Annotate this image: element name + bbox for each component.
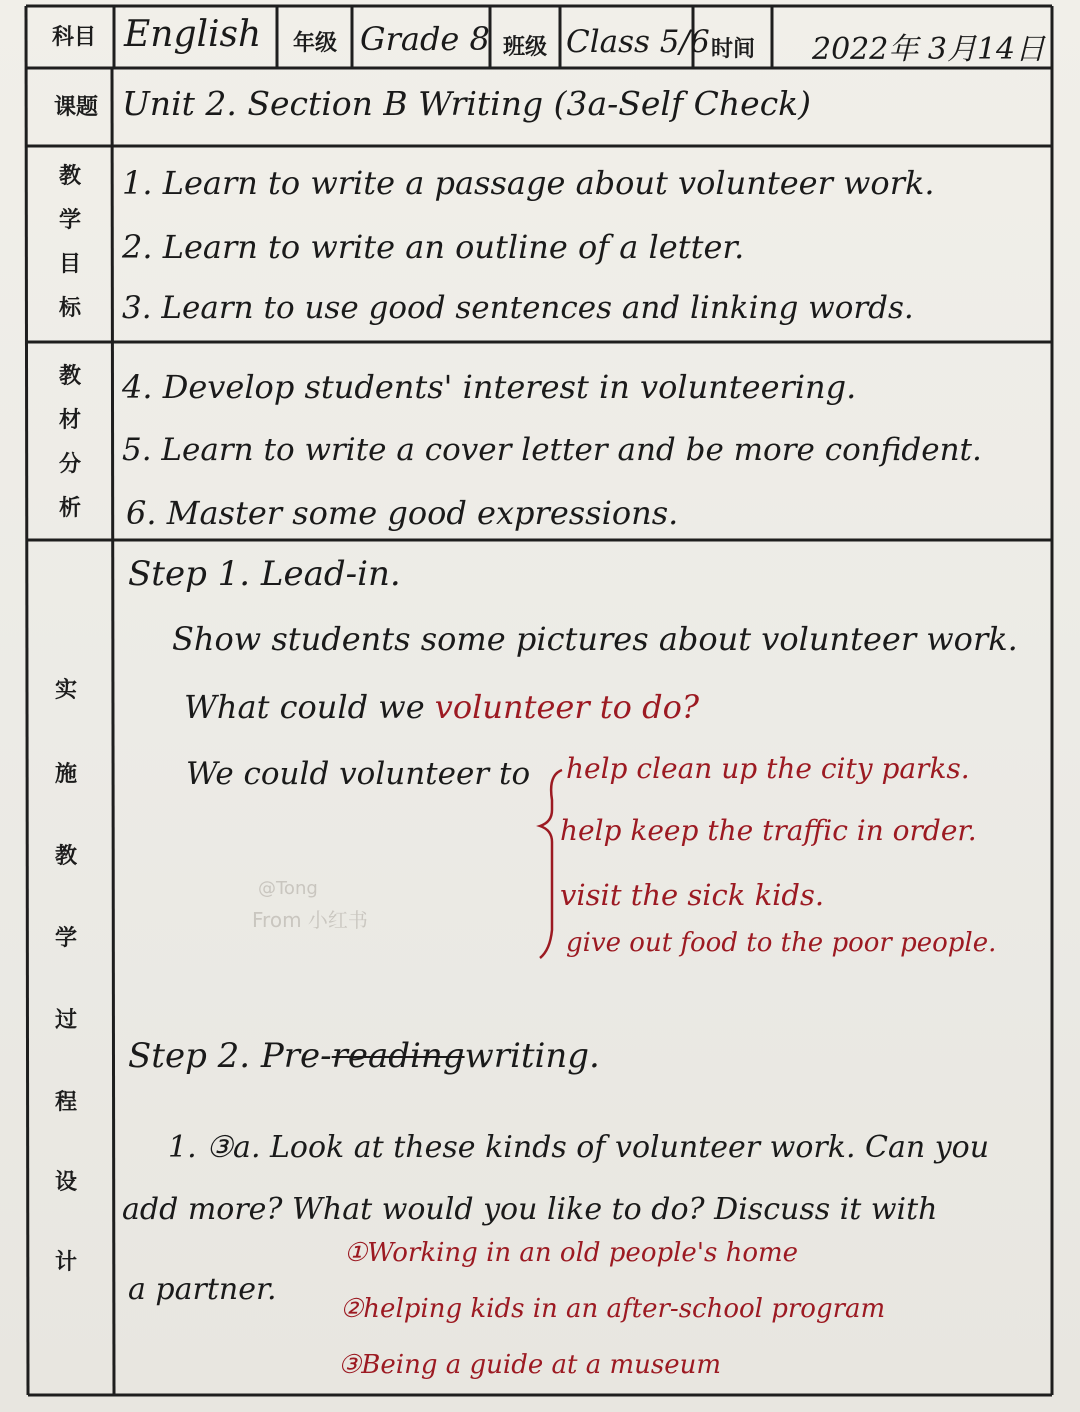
date-value: 2022年 3月14日 [812,32,1046,67]
analysis-label-char-2: 材 [58,408,81,433]
class-label: 班级 [502,35,547,60]
process-label-char-3: 教 [54,844,77,869]
watermark-source: From 小红书 [252,908,368,932]
step2-title-suffix: writing. [464,1036,600,1076]
objectives-label-char-1: 教 [58,164,81,189]
step1-line1: Show students some pictures about volunteer work. [172,620,1018,658]
class-value: Class 5/6 [566,24,710,60]
step2-title-struck: reading [331,1036,465,1076]
analysis-item-3: 6. Master some good expressions. [126,494,679,532]
topic-value: Unit 2. Section B Writing (3a-Self Check) [122,84,812,123]
watermark-user: @Tong [258,878,318,899]
objective-item-1: 1. Learn to write a passage about volunteer work. [122,164,935,202]
process-label-char-6: 程 [54,1090,77,1115]
analysis-item-2: 5. Learn to write a cover letter and be more confident. [122,432,982,468]
objective-item-2: 2. Learn to write an outline of a letter. [122,228,745,266]
process-label-char-1: 实 [54,678,77,703]
process-label-char-2: 施 [54,762,77,787]
time-label: 时间 [710,37,755,62]
process-label-char-7: 设 [54,1170,77,1195]
objective-item-3: 3. Learn to use good sentences and linking words. [122,290,914,326]
step2-answer-2: ②helping kids in an after-school program [340,1294,886,1324]
step2-answer-3: ③Being a guide at a museum [338,1350,722,1380]
step1-question-prefix: What could we [184,688,425,726]
step1-answer-prefix: We could volunteer to [186,756,531,792]
process-label-char-8: 计 [54,1250,77,1275]
analysis-label-char-4: 析 [58,496,81,521]
step2-task-line3: a partner. [128,1272,277,1307]
step1-answer-1: help clean up the city parks. [566,752,970,785]
grade-label: 年级 [292,31,337,56]
step1-answer-4: give out food to the poor people. [566,928,997,958]
subject-label: 科目 [51,25,96,50]
step1-answer-2: help keep the traffic in order. [560,814,977,847]
step2-title [128,1036,600,1076]
step2-task-line1: 1. ③a. Look at these kinds of volunteer work. Can you [168,1130,990,1165]
step1-answer-3: visit the sick kids. [560,878,825,912]
step1-question-red: volunteer to do? [434,688,699,726]
process-label-char-5: 过 [54,1008,77,1033]
step2-title-prefix: Step 2. Pre- [128,1036,332,1076]
step2-answer-1: ①Working in an old people's home [344,1238,799,1268]
objectives-label-char-4: 标 [58,296,81,321]
objectives-label-char-3: 目 [58,252,81,277]
step1-question [184,688,699,726]
step2-task-line2: add more? What would you like to do? Discuss it with [122,1192,938,1227]
grade-value: Grade 8 [360,20,490,58]
topic-label: 课题 [53,95,98,120]
step1-title: Step 1. Lead-in. [128,554,401,594]
analysis-item-1: 4. Develop students' interest in volunteering. [122,368,857,406]
analysis-label-char-3: 分 [58,452,81,477]
objectives-label-char-2: 学 [58,208,81,233]
process-label-char-4: 学 [54,926,77,951]
subject-value: English [124,14,262,55]
analysis-label-char-1: 教 [58,364,81,389]
